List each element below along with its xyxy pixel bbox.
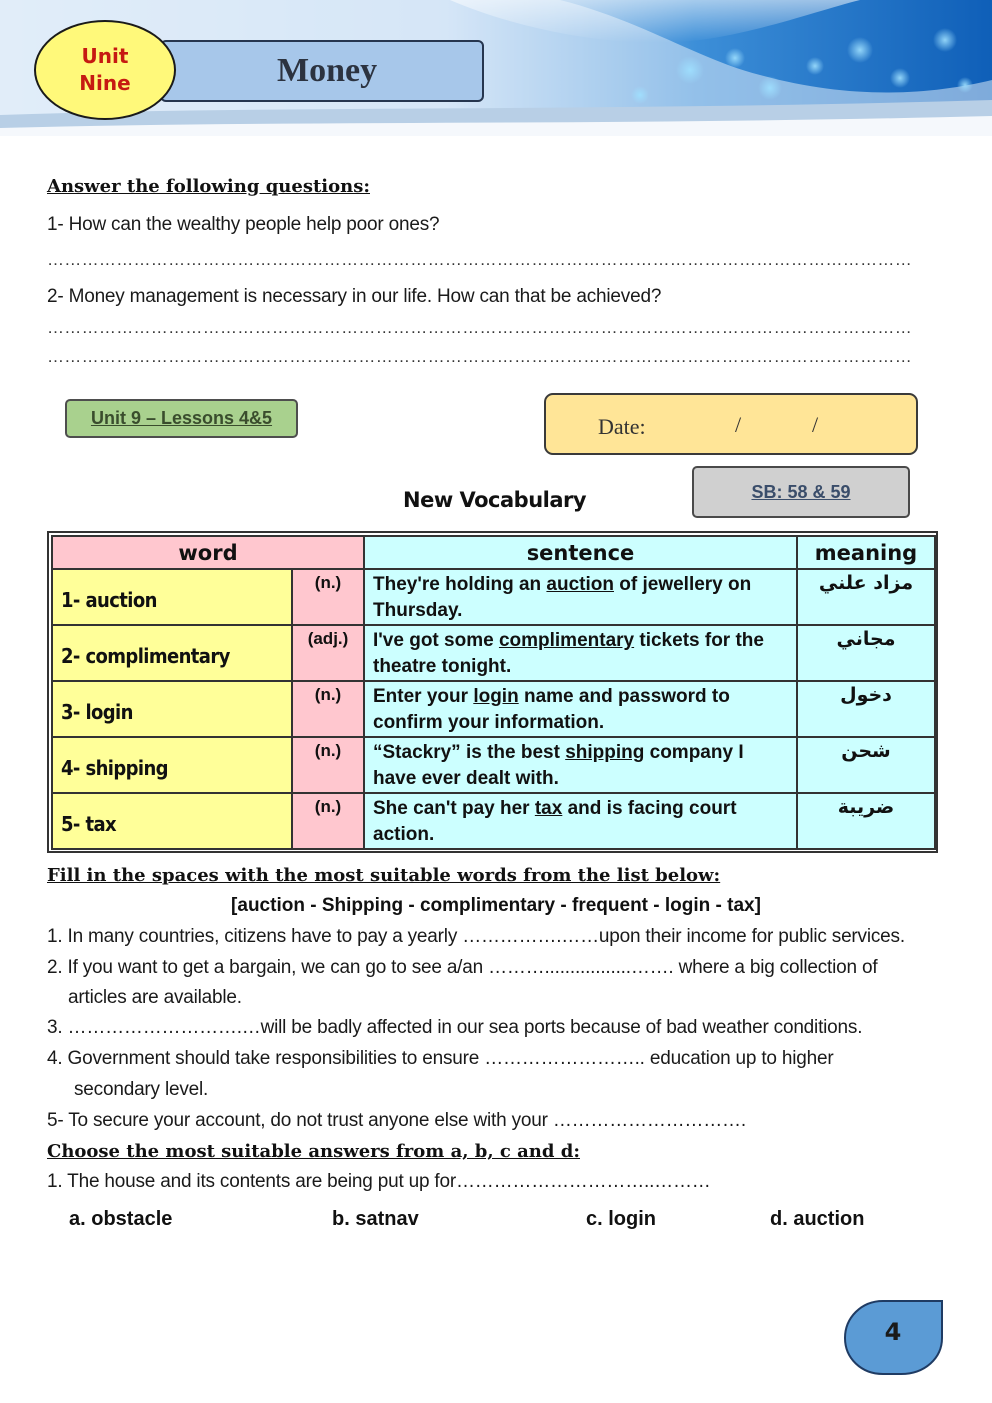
part-of-speech: (n.) [292, 737, 364, 793]
fill-in-heading: Fill in the spaces with the most suitable words from the list below: [47, 865, 721, 886]
fill-sentence-3: 3. ……………………….…will be badly affected in our sea ports because of bad weather conditions. [47, 1017, 863, 1038]
arabic-meaning: مجاني [797, 625, 935, 681]
vocab-word: 5- tax [52, 793, 292, 849]
unit-number: Nine [79, 71, 131, 95]
table-row [52, 625, 935, 681]
example-sentence: She can't pay her tax and is facing court action. [364, 793, 797, 849]
table-row [52, 569, 935, 625]
fill-sentence-2-cont: articles are available. [68, 987, 242, 1008]
date-separator-2: / [812, 412, 819, 437]
example-sentence: Enter your login name and password to confirm your information. [364, 681, 797, 737]
vocab-word: 4- shipping [52, 737, 292, 793]
arabic-meaning: شحن [797, 737, 935, 793]
question-2: 2- Money management is necessary in our life. How can that be achieved? [47, 286, 662, 307]
option-d[interactable]: d. auction [770, 1208, 865, 1230]
page-number-badge [843, 1300, 943, 1375]
answer-line-3[interactable]: …………………………………………………………………………………………………………………………………… [47, 347, 912, 366]
vocabulary-table [47, 531, 938, 853]
page-number: 4 [884, 1318, 902, 1346]
table-row [52, 737, 935, 793]
arabic-meaning: ضريبة [797, 793, 935, 849]
option-c[interactable]: c. login [586, 1208, 656, 1230]
fill-sentence-4-cont: secondary level. [74, 1079, 209, 1100]
vocab-word: 2- complimentary [52, 625, 292, 681]
part-of-speech: (n.) [292, 793, 364, 849]
unit-title-box [160, 40, 484, 102]
part-of-speech: (n.) [292, 681, 364, 737]
unit-title: Money [277, 52, 378, 89]
arabic-meaning: مزاد علني [797, 569, 935, 625]
unit-label: Unit [81, 44, 129, 68]
new-vocabulary-title: New Vocabulary [403, 488, 587, 512]
answer-line-2[interactable]: …………………………………………………………………………………………………………………………………… [47, 318, 912, 337]
answer-line-1[interactable]: …………………………………………………………………………………………………………………………………… [47, 250, 912, 269]
fill-sentence-1: 1. In many countries, citizens have to pay a yearly …………….……upon their income for public services. [47, 926, 905, 947]
date-box[interactable] [544, 393, 918, 455]
date-separator-1: / [735, 412, 742, 437]
answer-questions-heading: Answer the following questions: [47, 176, 370, 197]
fill-sentence-4: 4. Government should take responsibilities to ensure …………………….. education up to higher [47, 1048, 834, 1069]
sb-pages-box [692, 466, 910, 518]
date-label: Date: [598, 414, 646, 439]
part-of-speech: (adj.) [292, 625, 364, 681]
lesson-label: Unit 9 – Lessons 4&5 [90, 408, 273, 428]
table-row [52, 793, 935, 849]
part-of-speech: (n.) [292, 569, 364, 625]
header-word: word [52, 536, 364, 569]
fill-sentence-2: 2. If you want to get a bargain, we can go to see a/an ……….................……. where a big collection of [47, 957, 878, 978]
unit-oval [34, 20, 176, 120]
table-row [52, 681, 935, 737]
header-sentence: sentence [364, 536, 797, 569]
fill-sentence-5: 5- To secure your account, do not trust anyone else with your …………………………. [47, 1110, 746, 1131]
word-list: [auction - Shipping - complimentary - frequent - login - tax] [231, 895, 761, 916]
option-a[interactable]: a. obstacle [69, 1208, 173, 1230]
sb-pages-label: SB: 58 & 59 [751, 481, 851, 502]
lesson-label-box [65, 399, 298, 438]
option-b[interactable]: b. satnav [332, 1208, 419, 1230]
choose-heading: Choose the most suitable answers from a, b, c and d: [47, 1141, 580, 1162]
vocab-word: 1- auction [52, 569, 292, 625]
vocab-word: 3- login [52, 681, 292, 737]
choose-question-1: 1. The house and its contents are being put up for…………………………..……… [47, 1171, 711, 1192]
example-sentence: “Stackry” is the best shipping company I have ever dealt with. [364, 737, 797, 793]
question-1: 1- How can the wealthy people help poor ones? [47, 214, 440, 235]
example-sentence: I've got some complimentary tickets for the theatre tonight. [364, 625, 797, 681]
table-header-row [52, 536, 935, 569]
arabic-meaning: دخول [797, 681, 935, 737]
example-sentence: They're holding an auction of jewellery on Thursday. [364, 569, 797, 625]
header-meaning: meaning [797, 536, 935, 569]
